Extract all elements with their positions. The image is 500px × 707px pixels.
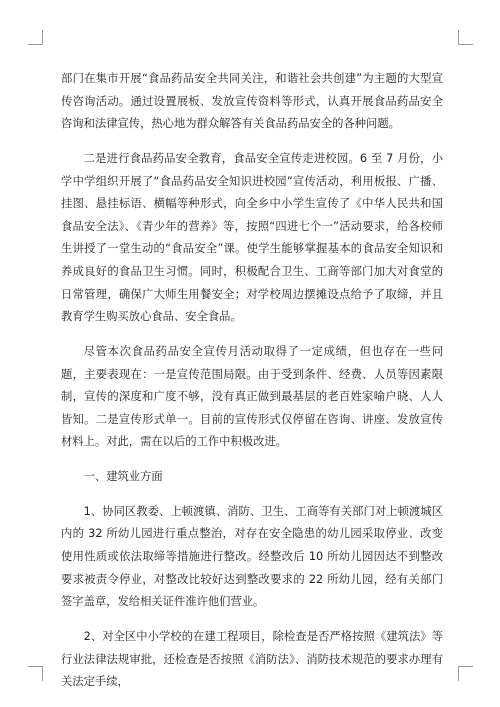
- paragraph-campus-education: 二是进行食品药品安全教育，食品安全宣传走进校园。6 至 7 月份，小学中学组织开展了“食品药品安全知识进校园”宣传活动，利用板报、广播、挂图、悬挂标语、横幅等种形式，向全乡中小学生宣传了《中华人民共和国食品安全法》、《青少年的营养》等，按照“四进七个一”活动要求，给各校师生讲授了一堂生动的“食品安全”课。使学生能够掌握基本的食品安全知识和养成良好的食品卫生习惯。同时，积极配合卫生、工商等部门加大对食堂的日常管理，确保广大师生用餐安全；对学校周边摆摊设点给予了取缔，并且教育学生购买放心食品、安全食品。: [61, 151, 443, 324]
- crop-mark-bottom-left: [28, 666, 43, 681]
- paragraph-problems: 尽管本次食品药品安全宣传月活动取得了一定成绩，但也存在一些问题，主要表现在：一是宣传范围局限。由于受到条件、经费、人员等因素限制，宣传的深度和广度不够，没有真正做到最基层的老百姓家喻户晓、人人皆知。二是宣传形式单一。目前的宣传形式仅停留在咨询、讲座、发放宣传材料上。对此，需在以后的工作中积极改进。: [61, 344, 443, 449]
- section-heading-construction: 一、建筑业方面: [83, 470, 163, 484]
- crop-mark-bottom-right: [458, 666, 473, 681]
- paragraph-continuation: 部门在集市开展“食品药品安全共同关注，和谐社会共创建”为主题的大型宣传咨询活动。通过设置展板、发放宣传资料等形式，认真开展食品药品安全咨询和法律宣传，热心地为群众解答有关食品药品安全的各种问题。: [61, 72, 443, 131]
- paragraph-kindergarten-rectification: 1、协同区教委、上顿渡镇、消防、卫生、工商等有关部门对上顿渡城区内的 32 所幼儿园进行重点整治，对存在安全隐患的幼儿园采取停业、改变使用性质或依法取缔等措施进行整改。经整改后 10 所幼儿园因达不到整改要求被责令停业，对整改比较好达到整改要求的 22 所幼儿园，经有关部门签字盖章，发给相关证件准许他们营业。: [61, 504, 443, 609]
- crop-mark-top-right: [458, 30, 473, 45]
- paragraph-school-construction: 2、对全区中小学校的在建工程项目，除检查是否严格按照《建筑法》等行业法律法规审批，还检查是否按照《消防法》、消防技术规范的要求办理有关法定手续，: [61, 630, 443, 689]
- document-body: [61, 68, 443, 706]
- crop-mark-top-left: [28, 30, 43, 45]
